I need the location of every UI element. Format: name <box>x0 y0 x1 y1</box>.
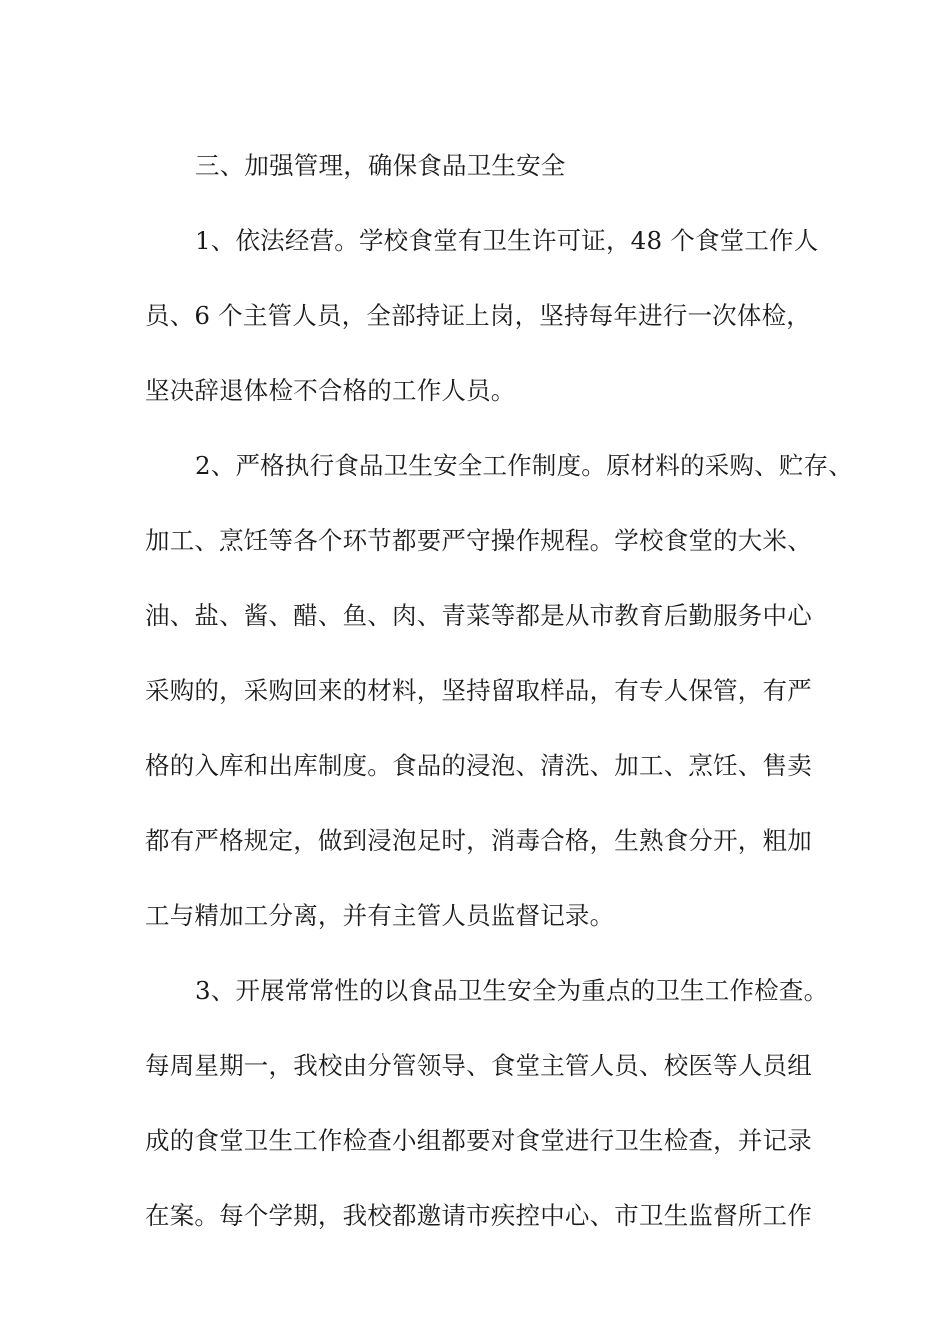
paragraph-line: 2、严格执行食品卫生安全工作制度。原材料的采购、贮存、 <box>195 451 853 480</box>
paragraph-line: 1、依法经营。学校食堂有卫生许可证，48 个食堂工作人 <box>195 226 819 255</box>
paragraph-line: 都有严格规定，做到浸泡足时，消毒合格，生熟食分开，粗加 <box>145 826 812 855</box>
paragraph-line: 采购的，采购回来的材料，坚持留取样品，有专人保管，有严 <box>145 676 812 705</box>
paragraph-line: 员、6 个主管人员，全部持证上岗，坚持每年进行一次体检， <box>145 301 811 330</box>
paragraph-line: 工与精加工分离，并有主管人员监督记录。 <box>145 901 615 930</box>
section-heading: 三、加强管理，确保食品卫生安全 <box>195 151 566 180</box>
paragraph-line: 在案。每个学期，我校都邀请市疾控中心、市卫生监督所工作 <box>145 1201 812 1230</box>
paragraph-3 <box>145 953 829 1253</box>
paragraph-line: 3、开展常常性的以食品卫生安全为重点的卫生工作检查。 <box>195 976 829 1005</box>
paragraph-2 <box>145 428 853 953</box>
paragraph-line: 每周星期一，我校由分管领导、食堂主管人员、校医等人员组 <box>145 1051 812 1080</box>
document-body <box>145 128 853 1253</box>
paragraph-line: 油、盐、酱、醋、鱼、肉、青菜等都是从市教育后勤服务中心 <box>145 601 812 630</box>
paragraph-line: 格的入库和出库制度。食品的浸泡、清洗、加工、烹饪、售卖 <box>145 751 812 780</box>
paragraph-line: 成的食堂卫生工作检查小组都要对食堂进行卫生检查，并记录 <box>145 1126 812 1155</box>
paragraph-1 <box>145 203 819 428</box>
paragraph-line: 加工、烹饪等各个环节都要严守操作规程。学校食堂的大米、 <box>145 526 812 555</box>
paragraph-line: 坚决辞退体检不合格的工作人员。 <box>145 376 516 405</box>
